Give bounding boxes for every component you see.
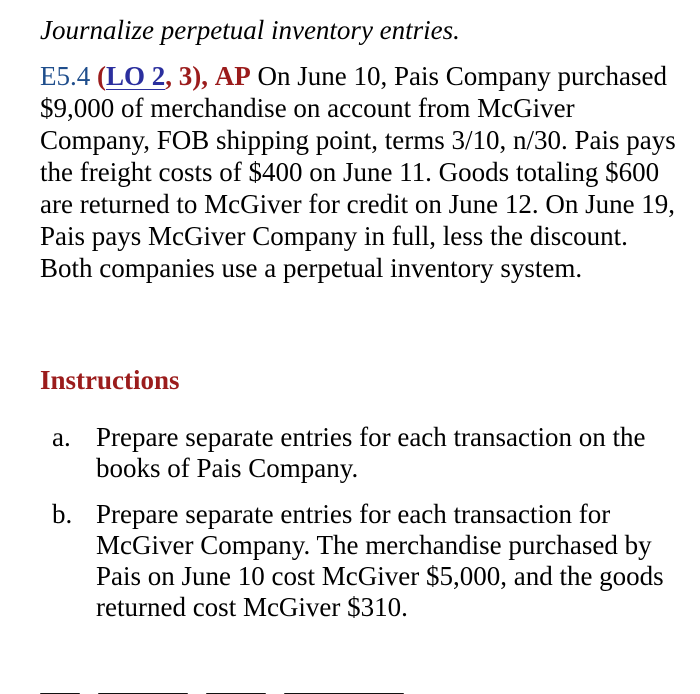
clipped-next-line — [40, 683, 460, 694]
instruction-letter: a. — [52, 422, 71, 452]
instruction-text: Prepare separate entries for each transaction for McGiver Company. The merchandise purchased by Pais on June 10 cost McGiver $5,000, and the goods returned cost McGiver $310. — [96, 499, 664, 622]
learning-objectives — [97, 61, 208, 91]
instruction-letter: b. — [52, 499, 73, 529]
instruction-item-a — [52, 422, 684, 484]
instruction-text: Prepare separate entries for each transaction on the books of Pais Company. — [96, 422, 646, 483]
ap-label: AP — [214, 61, 251, 91]
instruction-item-b — [52, 499, 684, 623]
exercise-body-text: On June 10, Pais Company purchased $9,000 of merchandise on account from McGiver Company, FOB shipping point, terms 3/10, n/30. Pais pays the freight costs of $400 on June 11. Goods totaling $600 are returned to McGiver for credit on June 12. On June 19, Pais pays McGiver Company in full, less the discount. Both companies use a perpetual inventory system. — [40, 61, 676, 283]
exercise-topic-heading: Journalize perpetual inventory entries. — [40, 15, 460, 45]
instructions-heading: Instructions — [40, 365, 180, 395]
lo-open-paren: ( — [97, 61, 106, 91]
instructions-list — [52, 422, 684, 638]
exercise-id: E5.4 — [40, 61, 91, 91]
lo-rest: , 3), — [165, 61, 209, 91]
exercise-paragraph — [40, 60, 680, 284]
learning-objective-link[interactable]: LO 2 — [106, 61, 166, 91]
